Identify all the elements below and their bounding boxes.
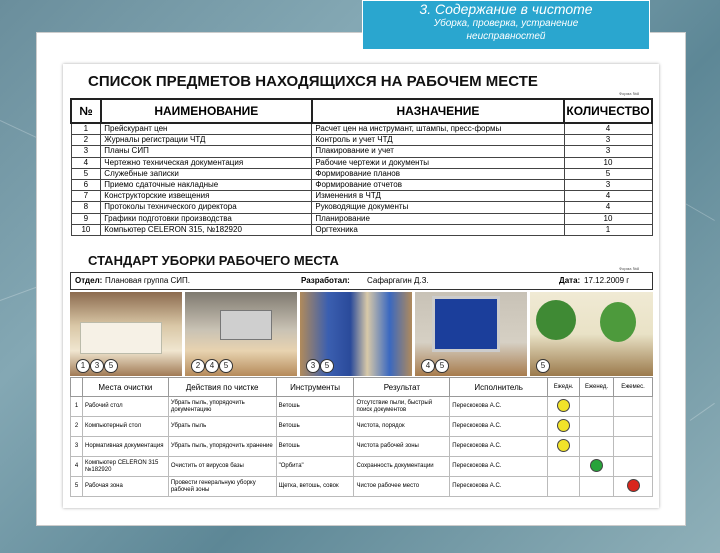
developer-value: Сафаргагин Д.З. bbox=[367, 276, 429, 285]
clean-tool: Ветошь bbox=[276, 437, 354, 457]
item-purpose: Изменения в ЧТД bbox=[312, 191, 564, 202]
frequency-cell bbox=[548, 477, 580, 497]
item-quantity: 5 bbox=[564, 168, 652, 179]
clean-tool: Ветошь bbox=[276, 417, 354, 437]
items-table bbox=[70, 98, 653, 236]
frequency-cell bbox=[614, 477, 653, 497]
row-number: 10 bbox=[71, 224, 101, 235]
col-weekly: Еженед. bbox=[580, 378, 614, 397]
clean-executor: Перескокова А.С. bbox=[450, 417, 548, 437]
item-name: Служебные записки bbox=[101, 168, 312, 179]
table-row bbox=[71, 146, 652, 157]
table-row bbox=[71, 437, 653, 457]
item-quantity: 4 bbox=[564, 202, 652, 213]
form-number-2: Форма №8 bbox=[619, 266, 640, 271]
clean-action: Убрать пыль, упорядочить документацию bbox=[168, 397, 276, 417]
col-result: Результат bbox=[354, 378, 450, 397]
col-daily: Ежедн. bbox=[548, 378, 580, 397]
item-purpose: Руководящие документы bbox=[312, 202, 564, 213]
item-quantity: 3 bbox=[564, 179, 652, 190]
col-action: Действия по чистке bbox=[168, 378, 276, 397]
col-purpose: НАЗНАЧЕНИЕ bbox=[312, 99, 564, 123]
frequency-cell bbox=[580, 397, 614, 417]
photo-zone-marker: 2 bbox=[191, 359, 205, 373]
photo-zone-marker: 5 bbox=[536, 359, 550, 373]
slide-title-banner bbox=[362, 0, 650, 50]
frequency-cell bbox=[580, 437, 614, 457]
table-row bbox=[71, 397, 653, 417]
col-tool: Инструменты bbox=[276, 378, 354, 397]
clean-action: Убрать пыль bbox=[168, 417, 276, 437]
row-number: 6 bbox=[71, 179, 101, 190]
table-row bbox=[71, 179, 652, 190]
clean-tool: "Орбита" bbox=[276, 457, 354, 477]
status-green-icon bbox=[590, 459, 603, 472]
photo-zone-marker: 5 bbox=[104, 359, 118, 373]
table-row bbox=[71, 202, 652, 213]
clean-action: Очистить от вирусов базы bbox=[168, 457, 276, 477]
row-number: 5 bbox=[71, 168, 101, 179]
table-row bbox=[71, 457, 653, 477]
item-quantity: 3 bbox=[564, 135, 652, 146]
item-name: Графики подготовки производства bbox=[101, 213, 312, 224]
item-purpose: Рабочие чертежи и документы bbox=[312, 157, 564, 168]
item-name: Чертежно техническая документация bbox=[101, 157, 312, 168]
item-purpose: Расчет цен на инструмант, штампы, пресс-формы bbox=[312, 123, 564, 135]
col-name: НАИМЕНОВАНИЕ bbox=[101, 99, 312, 123]
row-number: 4 bbox=[71, 157, 101, 168]
photo-zone-marker: 5 bbox=[219, 359, 233, 373]
status-yellow-icon bbox=[557, 419, 570, 432]
item-name: Планы СИП bbox=[101, 146, 312, 157]
slide-subtitle-line1: Уборка, проверка, устранение bbox=[433, 18, 579, 29]
table-row bbox=[71, 224, 652, 235]
frequency-cell bbox=[580, 457, 614, 477]
dept-label: Отдел: bbox=[75, 276, 103, 285]
status-yellow-icon bbox=[557, 399, 570, 412]
col-number: № bbox=[71, 99, 101, 123]
row-number: 5 bbox=[71, 477, 83, 497]
items-table-header bbox=[71, 99, 652, 123]
form-number: Форма №8 bbox=[619, 91, 640, 96]
table-row bbox=[71, 157, 652, 168]
standard-title: СТАНДАРТ УБОРКИ РАБОЧЕГО МЕСТА bbox=[88, 253, 339, 268]
frequency-cell bbox=[548, 457, 580, 477]
developer-label: Разработал: bbox=[301, 276, 350, 285]
clean-executor: Перескокова А.С. bbox=[450, 397, 548, 417]
photo-zone-marker: 5 bbox=[435, 359, 449, 373]
clean-result: Чистота, порядок bbox=[354, 417, 450, 437]
clean-executor: Перескокова А.С. bbox=[450, 437, 548, 457]
item-name: Журналы регистрации ЧТД bbox=[101, 135, 312, 146]
table-row bbox=[71, 417, 653, 437]
item-quantity: 4 bbox=[564, 191, 652, 202]
clean-executor: Перескокова А.С. bbox=[450, 477, 548, 497]
item-quantity: 10 bbox=[564, 213, 652, 224]
clean-place: Рабочая зона bbox=[82, 477, 168, 497]
clean-tool: Щетка, ветошь, совок bbox=[276, 477, 354, 497]
table-row bbox=[71, 477, 653, 497]
dept-value: Плановая группа СИП. bbox=[105, 276, 191, 285]
row-number: 9 bbox=[71, 213, 101, 224]
table-row bbox=[71, 191, 652, 202]
photo-zone-marker: 4 bbox=[205, 359, 219, 373]
frequency-cell bbox=[548, 437, 580, 457]
items-list-title: СПИСОК ПРЕДМЕТОВ НАХОДЯЩИХСЯ НА РАБОЧЕМ МЕСТЕ bbox=[88, 73, 538, 90]
frequency-cell bbox=[614, 417, 653, 437]
frequency-cell bbox=[580, 477, 614, 497]
table-row bbox=[71, 168, 652, 179]
clean-tool: Ветошь bbox=[276, 397, 354, 417]
item-purpose: Планирование bbox=[312, 213, 564, 224]
row-number: 3 bbox=[71, 146, 101, 157]
clean-result: Чистое рабочее место bbox=[354, 477, 450, 497]
photo-zone-marker: 3 bbox=[306, 359, 320, 373]
status-yellow-icon bbox=[557, 439, 570, 452]
clean-place: Рабочий стол bbox=[82, 397, 168, 417]
table-row bbox=[71, 213, 652, 224]
item-name: Протоколы технического директора bbox=[101, 202, 312, 213]
row-number: 4 bbox=[71, 457, 83, 477]
item-purpose: Формирование планов bbox=[312, 168, 564, 179]
date-label: Дата: bbox=[559, 276, 581, 285]
clean-action: Убрать пыль, упорядочить хранение bbox=[168, 437, 276, 457]
photo-zone-marker: 1 bbox=[76, 359, 90, 373]
item-quantity: 10 bbox=[564, 157, 652, 168]
item-name: Компьютер CELERON 315, №182920 bbox=[101, 224, 312, 235]
item-quantity: 1 bbox=[564, 224, 652, 235]
clean-place: Компьютер CELERON 315 №182920 bbox=[82, 457, 168, 477]
workplace-photos bbox=[70, 292, 653, 376]
item-quantity: 3 bbox=[564, 146, 652, 157]
row-number: 7 bbox=[71, 191, 101, 202]
row-number: 1 bbox=[71, 123, 101, 135]
frequency-cell bbox=[580, 417, 614, 437]
standard-header bbox=[70, 272, 653, 290]
item-purpose: Плакирование и учет bbox=[312, 146, 564, 157]
clean-place: Нормативная документация bbox=[82, 437, 168, 457]
cleaning-table bbox=[70, 377, 653, 497]
col-place: Места очистки bbox=[82, 378, 168, 397]
item-purpose: Формирование отчетов bbox=[312, 179, 564, 190]
table-row bbox=[71, 135, 652, 146]
col-executor: Исполнитель bbox=[450, 378, 548, 397]
frequency-cell bbox=[614, 397, 653, 417]
slide-subtitle-line2: неисправностей bbox=[466, 31, 546, 42]
row-number: 8 bbox=[71, 202, 101, 213]
frequency-cell bbox=[548, 417, 580, 437]
photo-zone-marker: 4 bbox=[421, 359, 435, 373]
status-red-icon bbox=[627, 479, 640, 492]
clean-result: Отсутствие пыли, быстрый поиск документов bbox=[354, 397, 450, 417]
clean-result: Чистота рабочей зоны bbox=[354, 437, 450, 457]
frequency-cell bbox=[614, 437, 653, 457]
document-image bbox=[63, 64, 659, 508]
row-number: 1 bbox=[71, 397, 83, 417]
col-quantity: КОЛИЧЕСТВО bbox=[564, 99, 652, 123]
row-number: 2 bbox=[71, 135, 101, 146]
table-row bbox=[71, 123, 652, 135]
col-monthly: Ежемес. bbox=[614, 378, 653, 397]
row-number: 2 bbox=[71, 417, 83, 437]
cleaning-table-header bbox=[71, 378, 653, 397]
item-purpose: Контроль и учет ЧТД bbox=[312, 135, 564, 146]
clean-action: Провести генеральную уборку рабочей зоны bbox=[168, 477, 276, 497]
item-quantity: 4 bbox=[564, 123, 652, 135]
clean-result: Сохранность документации bbox=[354, 457, 450, 477]
item-name: Конструкторские извещения bbox=[101, 191, 312, 202]
item-name: Приемо сдаточные накладные bbox=[101, 179, 312, 190]
date-value: 17.12.2009 г bbox=[584, 276, 630, 285]
clean-place: Компьютерный стол bbox=[82, 417, 168, 437]
photo-zone-marker: 3 bbox=[90, 359, 104, 373]
row-number: 3 bbox=[71, 437, 83, 457]
frequency-cell bbox=[614, 457, 653, 477]
frequency-cell bbox=[548, 397, 580, 417]
clean-executor: Перескокова А.С. bbox=[450, 457, 548, 477]
item-name: Прейскурант цен bbox=[101, 123, 312, 135]
item-purpose: Оргтехника bbox=[312, 224, 564, 235]
slide-title: 3. Содержание в чистоте bbox=[419, 1, 593, 17]
photo-zone-marker: 5 bbox=[320, 359, 334, 373]
